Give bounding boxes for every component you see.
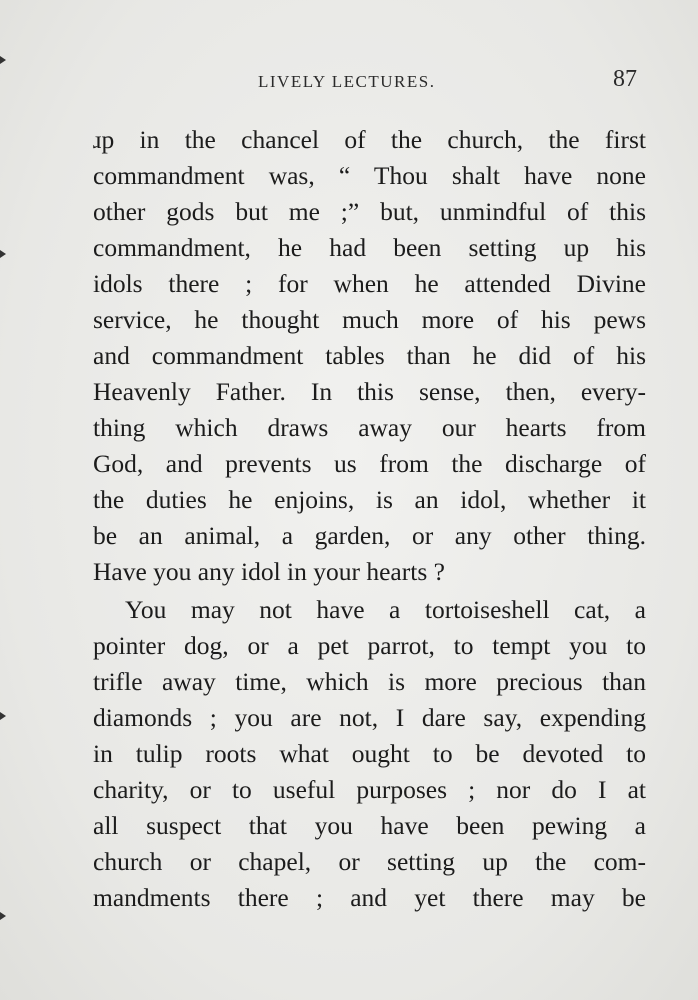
body-text bbox=[93, 122, 646, 912]
text-line: idols there ; for when he attended Divine bbox=[93, 269, 646, 298]
text-line: service, he thought much more of his pews bbox=[93, 305, 646, 334]
text-line: the duties he enjoins, is an idol, whether it bbox=[93, 485, 646, 514]
text-line: church or chapel, or setting up the com- bbox=[93, 847, 646, 876]
running-head-title: LIVELY LECTURES. bbox=[258, 72, 436, 91]
text-line: ɹp in the chancel of the church, the first bbox=[93, 125, 646, 154]
text-line: commandment was, “ Thou shalt have none bbox=[93, 161, 646, 190]
text-line: and commandment tables than he did of his bbox=[93, 341, 646, 370]
text-line: diamonds ; you are not, I dare say, expending bbox=[93, 703, 646, 732]
page-number: 87 bbox=[613, 66, 637, 92]
page-edge-mark bbox=[0, 912, 6, 920]
text-line: charity, or to useful purposes ; nor do I at bbox=[93, 775, 646, 804]
text-line: in tulip roots what ought to be devoted to bbox=[93, 739, 646, 768]
page-edge-mark bbox=[0, 250, 6, 258]
page-edge-mark bbox=[0, 712, 6, 720]
text-line: God, and prevents us from the discharge of bbox=[93, 449, 646, 478]
text-line: trifle away time, which is more precious than bbox=[93, 667, 646, 696]
text-line: commandment, he had been setting up his bbox=[93, 233, 646, 262]
text-line: other gods but me ;” but, unmindful of this bbox=[93, 197, 646, 226]
text-line: all suspect that you have been pewing a bbox=[93, 811, 646, 840]
paragraph-last-line: Have you any idol in your hearts ? bbox=[93, 557, 445, 586]
text-line: thing which draws away our hearts from bbox=[93, 413, 646, 442]
text-line: Heavenly Father. In this sense, then, every- bbox=[93, 377, 646, 406]
page-edge-mark bbox=[0, 56, 6, 64]
paragraph-first-line: You may not have a tortoiseshell cat, a bbox=[125, 595, 646, 624]
text-line: be an animal, a garden, or any other thing. bbox=[93, 521, 646, 550]
running-head bbox=[0, 66, 698, 102]
text-line: mandments there ; and yet there may be bbox=[93, 883, 646, 912]
text-line: pointer dog, or a pet parrot, to tempt you to bbox=[93, 631, 646, 660]
